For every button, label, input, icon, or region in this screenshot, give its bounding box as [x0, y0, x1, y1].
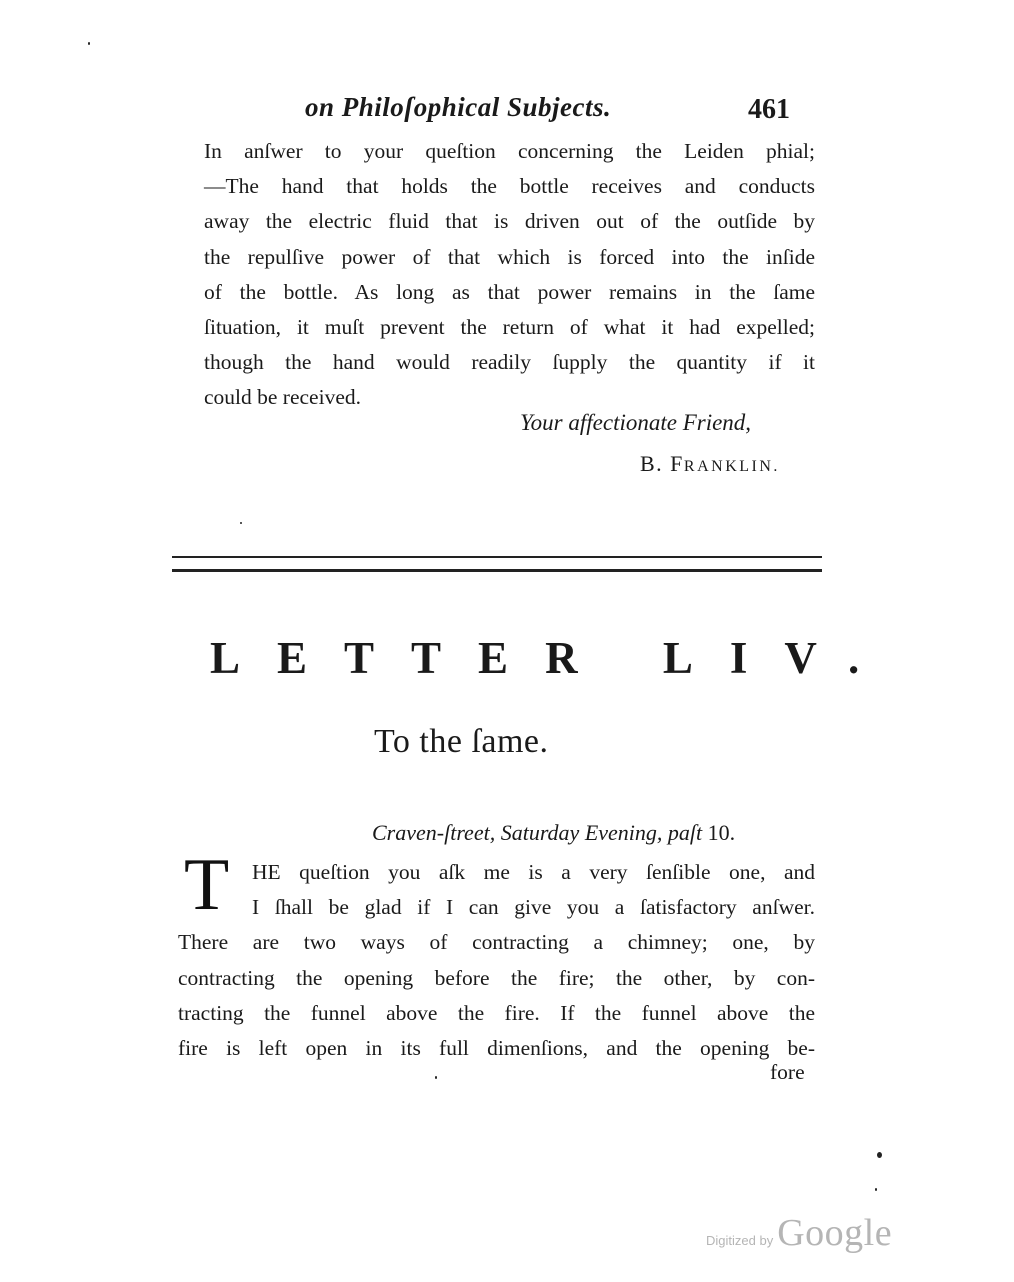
text-line: contracting the opening before the fire; the other, by con- [178, 965, 815, 990]
signature-rest: RANKLIN. [683, 458, 780, 475]
digitized-prefix: Digitized by [706, 1233, 774, 1248]
dateline-italic: Craven-ſtreet, Saturday Evening, paſt [372, 820, 703, 845]
text-line: In anſwer to your queſtion concerning the Leiden phial; [204, 139, 815, 163]
google-logo: Google [777, 1212, 893, 1254]
paragraph-chimney [178, 855, 815, 1066]
text-line: I ſhall be glad if I can give you a ſatisfactory anſwer. [252, 895, 815, 920]
text-line: tracting the funnel above the fire. If the funnel above the [178, 1000, 815, 1025]
text-line: though the hand would readily ſupply the quantity if it [204, 350, 815, 375]
text-line: HE queſtion you aſk me is a very ſenſible one, and [252, 860, 815, 884]
ink-speck [88, 42, 90, 45]
signature [640, 451, 780, 477]
catchword: fore [770, 1060, 805, 1084]
dateline [372, 820, 735, 846]
closing-salutation: Your affectionate Friend, [520, 410, 752, 435]
letter-heading: LETTER LIV. [210, 633, 897, 683]
dateline-time: 10. [707, 820, 736, 845]
text-line: could be received. [204, 385, 361, 410]
ink-speck [435, 1076, 437, 1079]
letter-subheading: To the ſame. [374, 723, 549, 760]
drop-cap: T [184, 844, 230, 926]
text-line: There are two ways of contracting a chimney; one, by [178, 930, 815, 955]
ink-speck [240, 522, 242, 524]
text-line: the repulſive power of that which is forced into the inſide [204, 244, 815, 269]
text-line: of the bottle. As long as that power remains in the ſame [204, 279, 815, 304]
divider-rule-thick [172, 569, 822, 572]
divider-rule-thin [172, 556, 822, 558]
signature-initial: B. F [640, 451, 684, 476]
text-line: ſituation, it muſt prevent the return of what it had expelled; [204, 315, 815, 340]
ink-speck [877, 1152, 882, 1158]
text-line: away the electric fluid that is driven out of the outſide by [204, 209, 815, 234]
ink-speck [875, 1188, 877, 1191]
text-line: fire is left open in its full dimenſions, and the opening be- [178, 1036, 815, 1061]
paragraph-answer [178, 134, 815, 416]
digitized-watermark [706, 1211, 892, 1255]
running-head: on Philoſophical Subjects. [305, 92, 612, 122]
text-line: —The hand that holds the bottle receives and conducts [204, 174, 815, 199]
page-number: 461 [748, 94, 790, 125]
